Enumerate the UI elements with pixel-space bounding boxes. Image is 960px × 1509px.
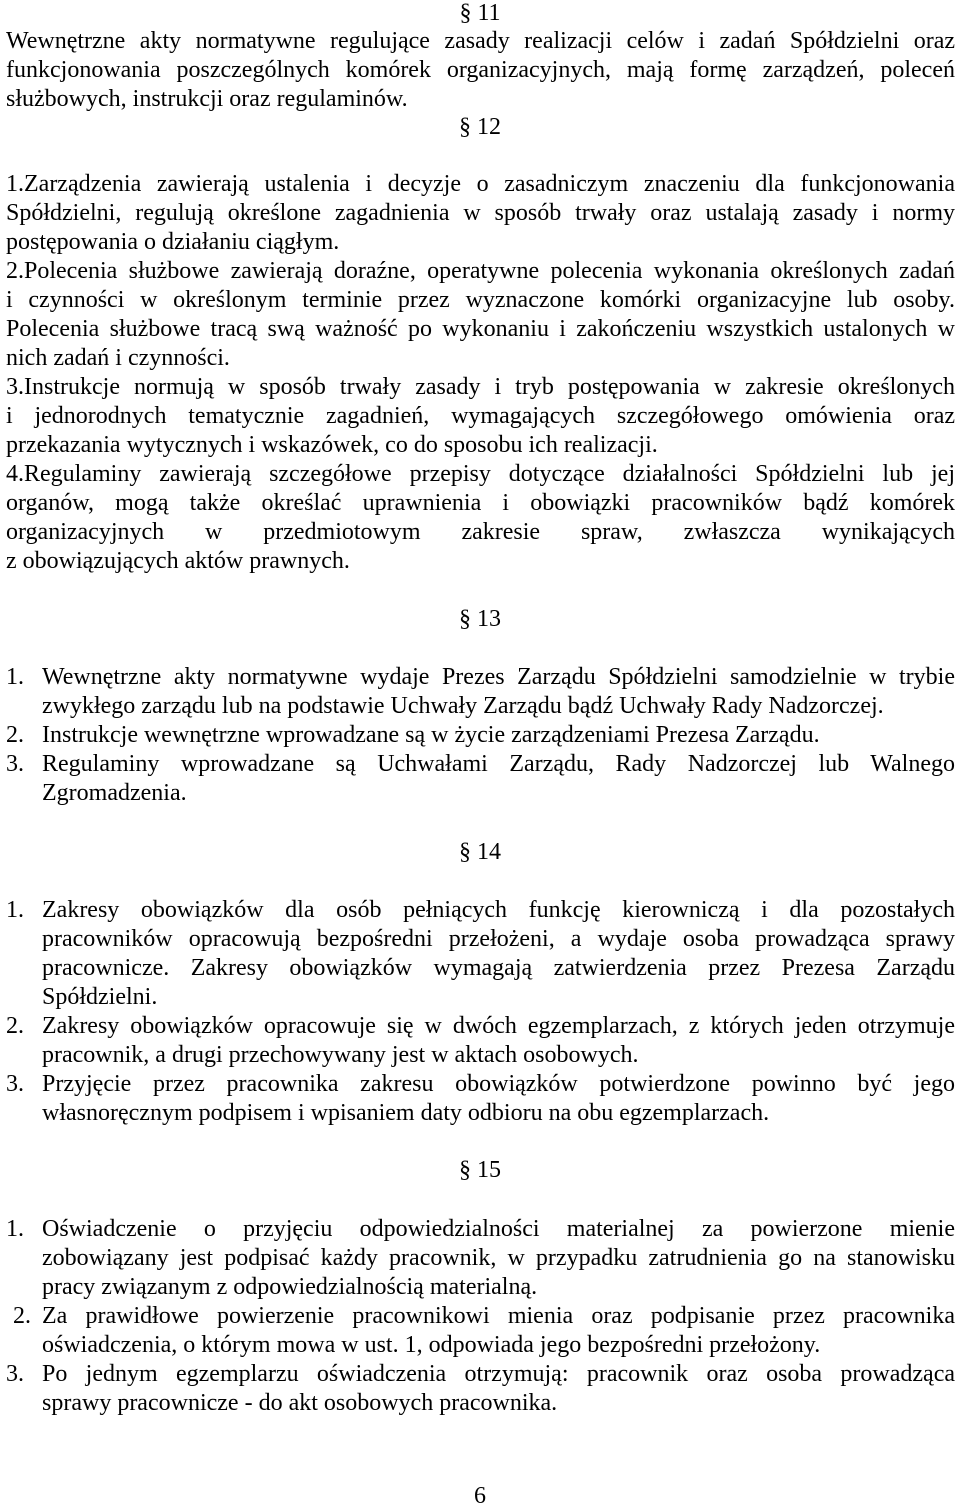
text-line: Zakresy obowiązków dla osób pełniących funkcję kierowniczą i dla pozostałych bbox=[42, 897, 955, 923]
list-number: 1. bbox=[6, 664, 24, 690]
list-item bbox=[6, 896, 955, 1012]
list-item bbox=[6, 721, 955, 750]
text-line: organizacyjnych w przedmiotowym zakresie spraw, zwłaszcza wynikających bbox=[6, 519, 955, 545]
text-line: oświadczenia, o którym mowa w ust. 1, odpowiada jego bezpośredni przełożony. bbox=[42, 1332, 821, 1358]
section-heading: § 12 bbox=[459, 114, 501, 140]
text-line: Po jednym egzemplarzu oświadczenia otrzymują: pracownik oraz osoba prowadząca bbox=[42, 1361, 955, 1387]
section-heading: § 14 bbox=[459, 839, 501, 865]
list-number: 3. bbox=[6, 751, 24, 777]
text-line: służbowych, instrukcji oraz regulaminów. bbox=[6, 86, 408, 112]
list-item bbox=[6, 663, 955, 721]
paragraph bbox=[6, 257, 955, 373]
text-line: pracownik, a drugi przechowywany jest w aktach osobowych. bbox=[42, 1042, 639, 1068]
text-line: własnoręcznym podpisem i wpisaniem daty odbioru na obu egzemplarzach. bbox=[42, 1100, 770, 1126]
section-heading: § 13 bbox=[459, 606, 501, 632]
text-line: przekazania wytycznych i wskazówek, co do sposobu ich realizacji. bbox=[6, 432, 658, 458]
section-heading: § 11 bbox=[459, 0, 501, 26]
text-line: Oświadczenie o przyjęciu odpowiedzialności materialnej za powierzone mienie bbox=[42, 1216, 955, 1242]
list-item bbox=[6, 1302, 955, 1360]
paragraph bbox=[6, 373, 955, 460]
numbered-list bbox=[6, 896, 955, 1128]
list-number: 3. bbox=[6, 1361, 24, 1387]
paragraph bbox=[6, 27, 955, 114]
text-line: 3.Instrukcje normują w sposób trwały zasady i tryb postępowania w zakresie określonych bbox=[6, 374, 955, 400]
text-line: i czynności w określonym terminie przez wyznaczone komórki organizacyjne lub osoby. bbox=[6, 287, 955, 313]
text-line: Przyjęcie przez pracownika zakresu obowiązków potwierdzone powinno być jego bbox=[42, 1071, 955, 1097]
text-line: pracowników opracowują bezpośredni przełożeni, a wydaje osoba prowadząca sprawy bbox=[42, 926, 955, 952]
list-number: 2. bbox=[6, 722, 24, 748]
list-number: 1. bbox=[6, 897, 24, 923]
text-line: Instrukcje wewnętrzne wprowadzane są w życie zarządzeniami Prezesa Zarządu. bbox=[42, 722, 820, 748]
text-line: Wewnętrzne akty normatywne wydaje Prezes Zarządu Spółdzielni samodzielnie w trybie bbox=[42, 664, 955, 690]
section-heading: § 15 bbox=[459, 1157, 501, 1183]
list-item bbox=[6, 1012, 955, 1070]
text-line: pracownicze. Zakresy obowiązków wymagają zatwierdzenia przez Prezesa Zarządu bbox=[42, 955, 955, 981]
text-line: pracy związanym z odpowiedzialnością materialną. bbox=[42, 1274, 538, 1300]
list-number: 2. bbox=[13, 1303, 31, 1329]
list-item bbox=[6, 1215, 955, 1302]
list-item bbox=[6, 1360, 955, 1418]
text-line: organów, mogą także określać uprawnienia i obowiązki pracowników bądź komórek bbox=[6, 490, 955, 516]
text-line: 1.Zarządzenia zawierają ustalenia i decyzje o zasadniczym znaczeniu dla funkcjonowania bbox=[6, 171, 955, 197]
text-line: 2.Polecenia służbowe zawierają doraźne, operatywne polecenia wykonania określonych zadań bbox=[6, 258, 955, 284]
text-line: zobowiązany jest podpisać każdy pracownik, w przypadku zatrudnienia go na stanowisku bbox=[42, 1245, 955, 1271]
text-line: Zgromadzenia. bbox=[42, 780, 187, 806]
list-number: 1. bbox=[6, 1216, 24, 1242]
text-line: zwykłego zarządu lub na podstawie Uchwały Zarządu bądź Uchwały Rady Nadzorczej. bbox=[42, 693, 884, 719]
list-number: 3. bbox=[6, 1071, 24, 1097]
text-line: postępowania o działaniu ciągłym. bbox=[6, 229, 340, 255]
section-body bbox=[6, 170, 955, 576]
paragraph bbox=[6, 460, 955, 576]
text-line: Spółdzielni. bbox=[42, 984, 158, 1010]
text-line: Polecenia służbowe tracą swą ważność po wykonaniu i zakończeniu wszystkich ustalonych w bbox=[6, 316, 955, 342]
text-line: Za prawidłowe powierzenie pracownikowi mienia oraz podpisanie przez pracownika bbox=[42, 1303, 955, 1329]
text-line: Wewnętrzne akty normatywne regulujące zasady realizacji celów i zadań Spółdzielni oraz bbox=[6, 28, 955, 54]
list-number: 2. bbox=[6, 1013, 24, 1039]
list-item bbox=[6, 750, 955, 808]
text-line: 4.Regulaminy zawierają szczegółowe przepisy dotyczące działalności Spółdzielni lub jej bbox=[6, 461, 955, 487]
text-line: z obowiązujących aktów prawnych. bbox=[6, 548, 350, 574]
paragraph bbox=[6, 170, 955, 257]
list-item bbox=[6, 1070, 955, 1128]
numbered-list bbox=[6, 1215, 955, 1418]
text-line: funkcjonowania poszczególnych komórek organizacyjnych, mają formę zarządzeń, poleceń bbox=[6, 57, 955, 83]
numbered-list bbox=[6, 663, 955, 808]
text-line: Regulaminy wprowadzane są Uchwałami Zarządu, Rady Nadzorczej lub Walnego bbox=[42, 751, 955, 777]
text-line: Spółdzielni, regulują określone zagadnienia w sposób trwały oraz ustalają zasady i normy bbox=[6, 200, 955, 226]
section-body bbox=[6, 27, 955, 114]
page-number: 6 bbox=[474, 1483, 486, 1509]
text-line: Zakresy obowiązków opracowuje się w dwóch egzemplarzach, z których jeden otrzymuje bbox=[42, 1013, 955, 1039]
text-line: nich zadań i czynności. bbox=[6, 345, 230, 371]
text-line: sprawy pracownicze - do akt osobowych pracownika. bbox=[42, 1390, 558, 1416]
text-line: i jednorodnych tematycznie zagadnień, wymagających szczegółowego omówienia oraz bbox=[6, 403, 955, 429]
